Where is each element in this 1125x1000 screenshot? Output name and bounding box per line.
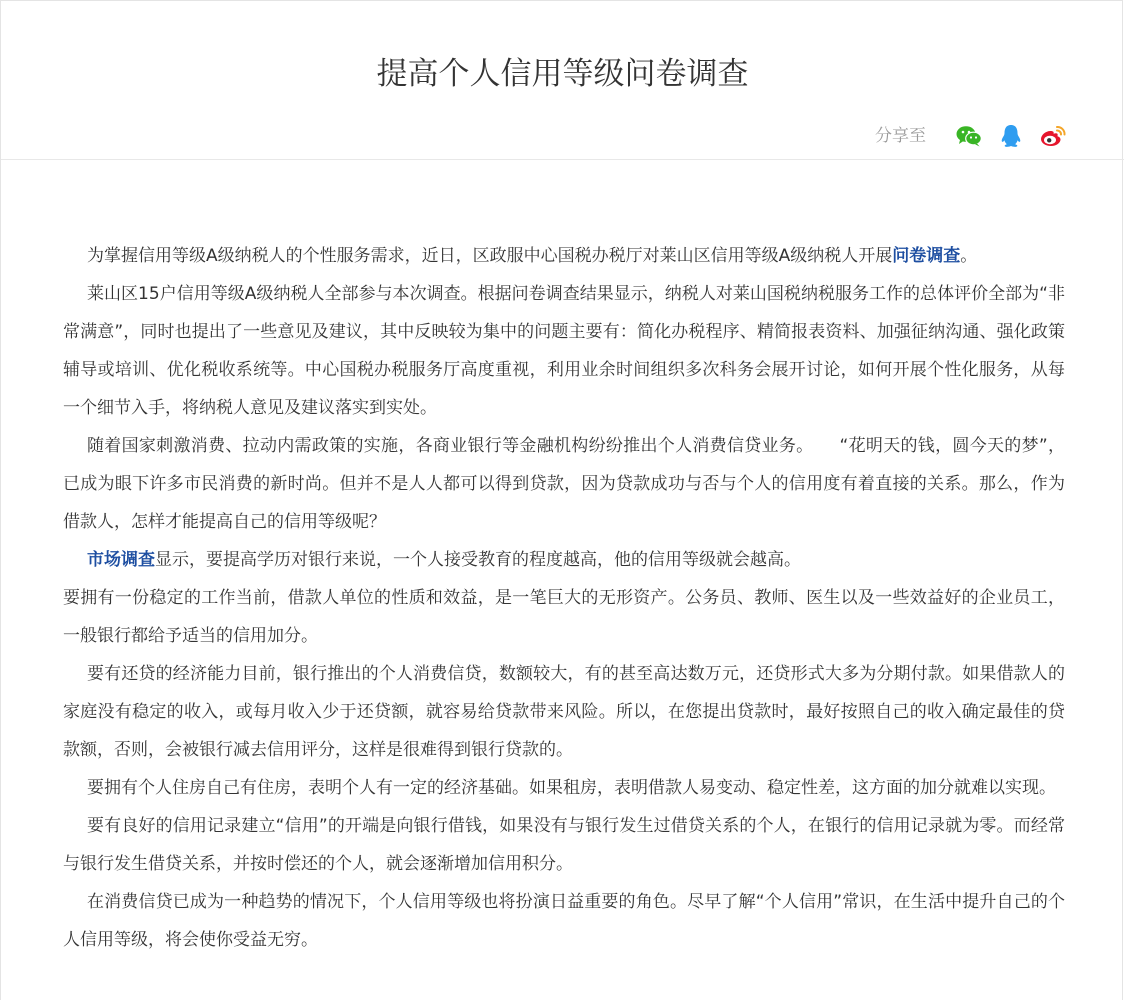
qq-icon xyxy=(1000,124,1022,148)
share-label: 分享至 xyxy=(875,126,926,146)
paragraph-9: 在消费信贷已成为一种趋势的情况下，个人信用等级也将扮演日益重要的角色。尽早了解“个人信用”常识，在生活中提升自己的个人信用等级，将会使你受益无穷。 xyxy=(63,892,1065,950)
paragraph-6: 要有还贷的经济能力目前，银行推出的个人消费信贷，数额较大，有的甚至高达数万元，还贷形式大多为分期付款。如果借款人的家庭没有稳定的收入，或每月收入少于还贷额，就容易给贷款带来风险。所以，在您提出贷款时，最好按照自己的收入确定最佳的贷款额，否则，会被银行减去信用评分，这样是很难得到银行贷款的。 xyxy=(63,664,1065,760)
weibo-icon xyxy=(1040,125,1066,147)
share-qq-button[interactable] xyxy=(998,123,1024,149)
paragraph-8: 要有良好的信用记录建立“信用”的开端是向银行借钱，如果没有与银行发生过借贷关系的个人，在银行的信用记录就为零。而经常与银行发生借贷关系，并按时偿还的个人，就会逐渐增加信用积分。 xyxy=(63,816,1065,874)
page-title: 提高个人信用等级问卷调查 xyxy=(376,56,749,92)
article-body xyxy=(63,237,1065,959)
paragraph-5: 要拥有一份稳定的工作当前，借款人单位的性质和效益，是一笔巨大的无形资产。公务员、教师、医生以及一些效益好的企业员工，一般银行都给予适当的信用加分。 xyxy=(63,588,1065,646)
wechat-icon xyxy=(956,125,982,147)
survey-link[interactable]: 问卷调查 xyxy=(892,246,961,266)
market-research-link[interactable]: 市场调查 xyxy=(87,550,155,570)
paragraph-4 xyxy=(63,541,1065,579)
share-weibo-button[interactable] xyxy=(1040,123,1066,149)
paragraph-1-end: 。 xyxy=(960,246,978,266)
paragraph-7: 要拥有个人住房自己有住房，表明个人有一定的经济基础。如果租房，表明借款人易变动、稳定性差，这方面的加分就难以实现。 xyxy=(87,778,1056,798)
paragraph-2: 莱山区15户信用等级A级纳税人全部参与本次调查。根据问卷调查结果显示，纳税人对莱山国税纳税服务工作的总体评价全部为“非常满意”，同时也提出了一些意见及建议，其中反映较为集中的问题主要有：简化办税程序、精简报表资料、加强征纳沟通、强化政策辅导或培训、优化税收系统等。中心国税办税服务厅高度重视，利用业余时间组织多次科务会展开讨论，如何开展个性化服务，从每一个细节入手，将纳税人意见及建议落实到实处。 xyxy=(63,284,1065,418)
paragraph-1-text: 为掌握信用等级A级纳税人的个性服务需求，近日，区政服中心国税办税厅对莱山区信用等级A级纳税人开展 xyxy=(87,246,893,266)
paragraph-1 xyxy=(63,237,1065,275)
share-bar xyxy=(875,121,1066,151)
paragraph-4-text: 显示，要提高学历对银行来说，一个人接受教育的程度越高，他的信用等级就会越高。 xyxy=(155,550,801,570)
share-wechat-button[interactable] xyxy=(956,123,982,149)
paragraph-3: 随着国家刺激消费、拉动内需政策的实施，各商业银行等金融机构纷纷推出个人消费信贷业务。 “花明天的钱，圆今天的梦”，已成为眼下许多市民消费的新时尚。但并不是人人都可以得到贷款，因为贷款成功与否与个人的信用度有着直接的关系。那么，作为借款人，怎样才能提高自己的信用等级呢？ xyxy=(63,436,1065,532)
article-header xyxy=(1,1,1124,160)
